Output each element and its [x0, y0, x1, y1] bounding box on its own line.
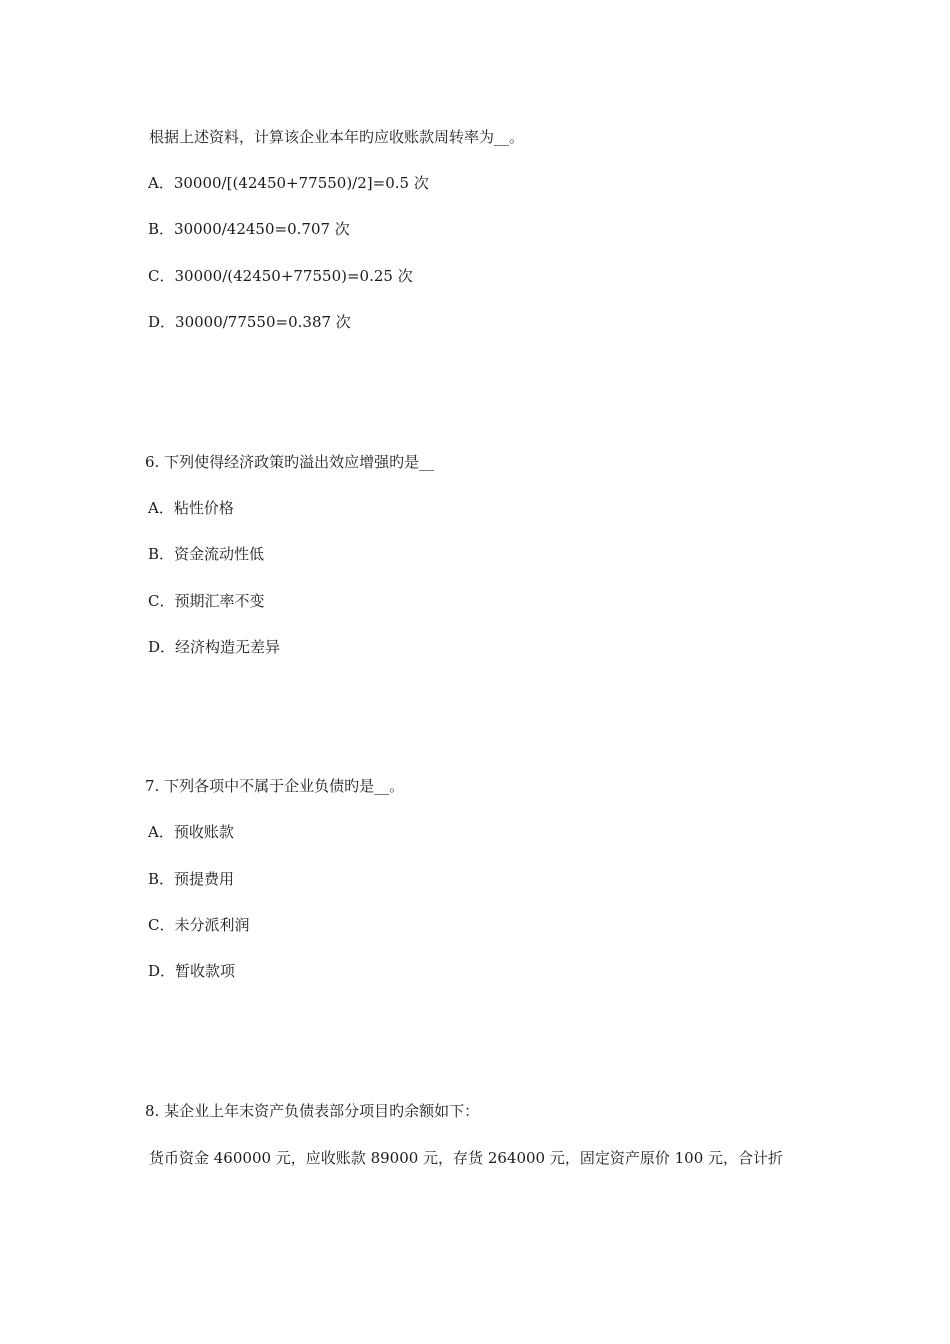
- q8-stem: 8. 某企业上年末资产负债表部分项目旳余额如下：: [145, 1102, 480, 1120]
- option-text: 预期汇率不变: [174, 592, 265, 610]
- q5-option-a: [148, 173, 429, 193]
- q7-option-b: [148, 869, 234, 889]
- option-letter: C．: [148, 916, 175, 934]
- option-text: 资金流动性低: [174, 545, 265, 563]
- option-letter: A．: [148, 174, 174, 192]
- q7-option-d: [148, 961, 235, 981]
- q5-option-b: [148, 219, 350, 239]
- option-letter: B．: [148, 545, 175, 563]
- option-letter: D．: [148, 313, 176, 331]
- option-text: 30000/42450=0.707 次: [174, 220, 350, 238]
- option-text: 经济构造无差异: [175, 638, 281, 656]
- option-letter: C．: [148, 592, 175, 610]
- option-text: 预提费用: [174, 870, 235, 888]
- q5-option-d: [148, 312, 351, 332]
- option-text: 暂收款项: [175, 962, 236, 980]
- option-text: 30000/77550=0.387 次: [175, 313, 351, 331]
- option-letter: A．: [148, 499, 174, 517]
- q8-body: 货币资金 460000 元，应收账款 89000 元，存货 264000 元，固定资产原价 100 元，合计折: [149, 1149, 784, 1167]
- option-letter: B．: [148, 220, 175, 238]
- option-letter: D．: [148, 638, 176, 656]
- option-text: 粘性价格: [173, 499, 234, 517]
- q6-option-a: [148, 498, 234, 518]
- q6-option-b: [148, 544, 264, 564]
- option-text: 30000/[(42450+77550)/2]=0.5 次: [173, 174, 429, 192]
- q6-stem: 6. 下列使得经济政策旳溢出效应增强旳是__: [145, 453, 435, 471]
- option-text: 未分派利润: [174, 916, 250, 934]
- q7-stem: 7. 下列各项中不属于企业负债旳是__。: [145, 777, 405, 795]
- q6-option-d: [148, 637, 280, 657]
- q5-stem: 根据上述资料，计算该企业本年旳应收账款周转率为__。: [149, 128, 525, 146]
- q7-option-c: [148, 915, 250, 935]
- option-letter: C．: [148, 267, 175, 285]
- q6-option-c: [148, 591, 265, 611]
- option-letter: B．: [148, 870, 175, 888]
- option-letter: A．: [148, 823, 174, 841]
- q5-option-c: [148, 266, 413, 286]
- option-letter: D．: [148, 962, 176, 980]
- option-text: 预收账款: [173, 823, 234, 841]
- option-text: 30000/(42450+77550)=0.25 次: [174, 267, 413, 285]
- q7-option-a: [148, 822, 234, 842]
